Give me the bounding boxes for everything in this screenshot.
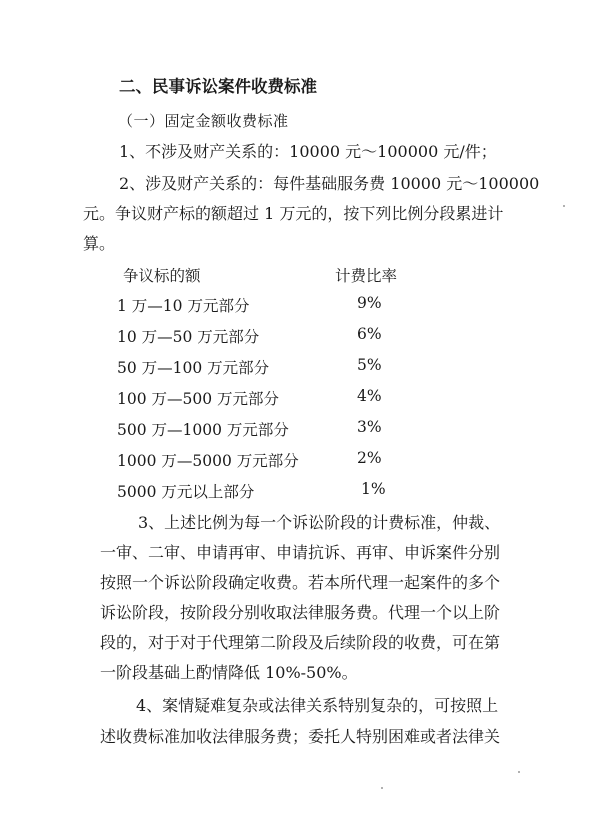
item-2-line-3: 算。 bbox=[83, 234, 116, 253]
row-rate: 1% bbox=[361, 480, 386, 498]
section-heading: 二、民事诉讼案件收费标准 bbox=[119, 77, 317, 96]
table-header-amount: 争议标的额 bbox=[123, 267, 201, 285]
item-3-line-1: 3、上述比例为每一个诉讼阶段的计费标准，仲裁、 bbox=[138, 513, 501, 532]
scan-speck bbox=[518, 771, 520, 773]
item-2-line-2: 元。争议财产标的额超过 1 万元的，按下列比例分段累进计 bbox=[83, 204, 504, 223]
row-rate: 6% bbox=[357, 325, 382, 343]
row-range: 50 万—100 万元部分 bbox=[117, 359, 270, 377]
item-4-line-2: 述收费标准加收法律服务费；委托人特别困难或者法律关 bbox=[100, 727, 501, 746]
item-3-line-3: 按照一个诉讼阶段确定收费。若本所代理一起案件的多个 bbox=[100, 573, 501, 592]
row-range: 10 万—50 万元部分 bbox=[117, 328, 260, 346]
row-range: 1 万—10 万元部分 bbox=[117, 297, 250, 315]
subsection-heading: （一）固定金额收费标准 bbox=[118, 112, 289, 130]
row-range: 1000 万—5000 万元部分 bbox=[117, 452, 299, 470]
row-range: 500 万—1000 万元部分 bbox=[117, 421, 289, 439]
row-rate: 9% bbox=[357, 294, 382, 312]
row-range: 100 万—500 万元部分 bbox=[117, 390, 280, 408]
row-rate: 2% bbox=[357, 449, 382, 467]
row-rate: 3% bbox=[357, 418, 382, 436]
row-rate: 5% bbox=[357, 356, 382, 374]
item-3-line-6: 一阶段基础上酌情降低 10%-50%。 bbox=[100, 663, 358, 682]
table-header-rate: 计费比率 bbox=[335, 267, 398, 285]
item-3-line-2: 一审、二审、申请再审、申请抗诉、再审、申诉案件分别 bbox=[100, 543, 501, 562]
row-rate: 4% bbox=[357, 387, 382, 405]
scan-speck bbox=[563, 205, 565, 207]
row-range: 5000 万元以上部分 bbox=[117, 483, 255, 501]
item-2-line-1: 2、涉及财产关系的：每件基础服务费 10000 元～100000 bbox=[119, 174, 540, 193]
item-3-line-5: 段的，对于对于代理第二阶段及后续阶段的收费，可在第 bbox=[100, 633, 501, 652]
scan-speck bbox=[381, 787, 383, 789]
item-3-line-4: 诉讼阶段，按阶段分别收取法律服务费。代理一个以上阶 bbox=[100, 603, 501, 622]
item-4-line-1: 4、案情疑难复杂或法律关系特别复杂的，可按照上 bbox=[136, 696, 499, 715]
item-1-text: 1、不涉及财产关系的：10000 元～100000 元/件； bbox=[119, 142, 497, 161]
